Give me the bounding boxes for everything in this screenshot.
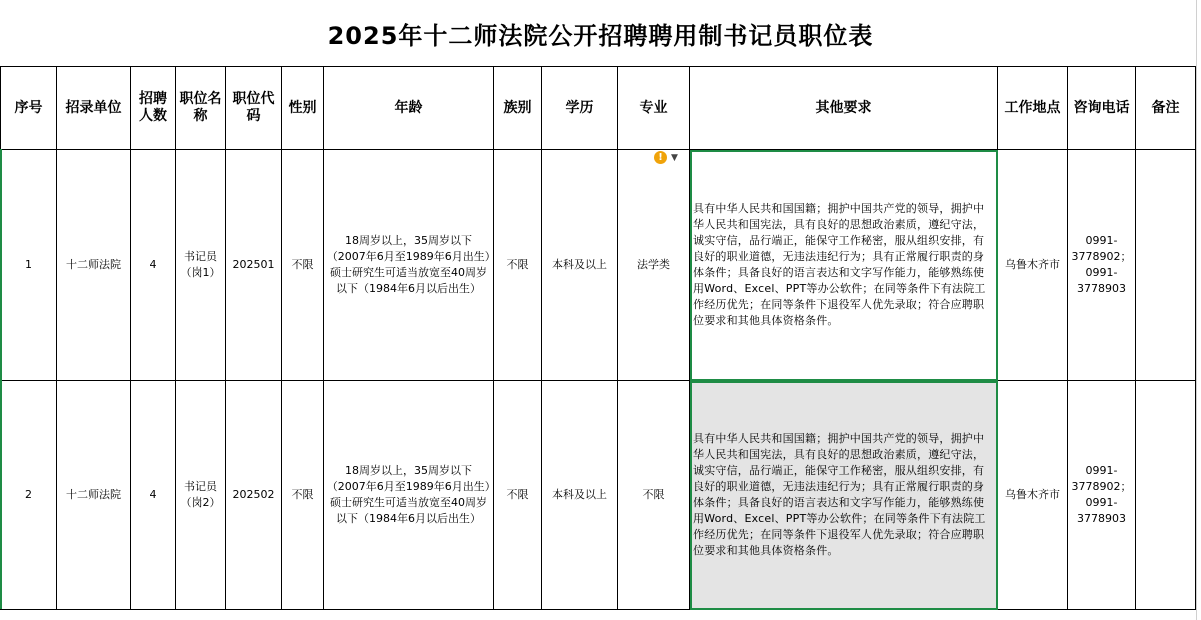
cell-remark[interactable] xyxy=(1136,150,1196,381)
header-phone[interactable]: 咨询电话 xyxy=(1068,67,1136,150)
header-ethnic[interactable]: 族别 xyxy=(494,67,542,150)
cell-code[interactable]: 202501 xyxy=(226,150,282,381)
cell-other-selected[interactable]: 具有中华人民共和国国籍；拥护中国共产党的领导，拥护中华人民共和国宪法，具有良好的思想政治素质，遵纪守法，诚实守信，品行端正，能保守工作秘密，服从组织安排，有良好的职业道德，无违法违纪行为；具有正常履行职责的身体条件；具备良好的语言表达和文字写作能力，能够熟练使用Word、Excel、PPT等办公软件；在同等条件下有法院工作经历优先；在同等条件下退役军人优先录取；符合应聘职位要求和其他具体资格条件。 xyxy=(690,150,998,381)
cell-age[interactable]: 18周岁以上，35周岁以下（2007年6月至1989年6月出生）硕士研究生可适当放宽至40周岁以下（1984年6月以后出生） xyxy=(324,150,494,381)
cell-unit[interactable]: 十二师法院 xyxy=(57,150,131,381)
cell-phone[interactable]: 0991-3778902；0991-3778903 xyxy=(1068,150,1136,381)
cell-count[interactable]: 4 xyxy=(131,381,176,610)
header-seq[interactable]: 序号 xyxy=(1,67,57,150)
sheet-title[interactable]: 2025年十二师法院公开招聘聘用制书记员职位表 xyxy=(327,21,874,50)
header-name[interactable]: 职位名称 xyxy=(176,67,226,150)
header-remark[interactable]: 备注 xyxy=(1136,67,1196,150)
cell-edu[interactable]: 本科及以上 xyxy=(542,150,618,381)
row-selection-indicator xyxy=(0,149,2,609)
header-other[interactable]: 其他要求 xyxy=(690,67,998,150)
table-row xyxy=(1,150,1196,381)
cell-unit[interactable]: 十二师法院 xyxy=(57,381,131,610)
header-major[interactable]: 专业 xyxy=(618,67,690,150)
cell-age[interactable]: 18周岁以上，35周岁以下（2007年6月至1989年6月出生）硕士研究生可适当放宽至40周岁以下（1984年6月以后出生） xyxy=(324,381,494,610)
header-gender[interactable]: 性别 xyxy=(282,67,324,150)
position-table xyxy=(0,66,1196,610)
cell-other-selected[interactable]: 具有中华人民共和国国籍；拥护中国共产党的领导，拥护中华人民共和国宪法，具有良好的思想政治素质，遵纪守法，诚实守信，品行端正，能保守工作秘密，服从组织安排，有良好的职业道德，无违法违纪行为；具有正常履行职责的身体条件；具备良好的语言表达和文字写作能力，能够熟练使用Word、Excel、PPT等办公软件；在同等条件下有法院工作经历优先；在同等条件下退役军人优先录取；符合应聘职位要求和其他具体资格条件。 xyxy=(690,381,998,610)
header-code[interactable]: 职位代码 xyxy=(226,67,282,150)
cell-code[interactable]: 202502 xyxy=(226,381,282,610)
warning-icon: ! xyxy=(654,151,667,164)
cell-edu[interactable]: 本科及以上 xyxy=(542,381,618,610)
cell-remark[interactable] xyxy=(1136,381,1196,610)
cell-ethnic[interactable]: 不限 xyxy=(494,381,542,610)
cell-gender[interactable]: 不限 xyxy=(282,381,324,610)
header-place[interactable]: 工作地点 xyxy=(998,67,1068,150)
cell-major[interactable]: 法学类 xyxy=(618,150,690,381)
cell-place[interactable]: 乌鲁木齐市 xyxy=(998,381,1068,610)
cell-name[interactable]: 书记员（岗2） xyxy=(176,381,226,610)
chevron-down-icon: ▼ xyxy=(671,152,678,163)
cell-major[interactable]: 不限 xyxy=(618,381,690,610)
header-unit[interactable]: 招录单位 xyxy=(57,67,131,150)
cell-gender[interactable]: 不限 xyxy=(282,150,324,381)
cell-phone[interactable]: 0991-3778902；0991-3778903 xyxy=(1068,381,1136,610)
cell-place[interactable]: 乌鲁木齐市 xyxy=(998,150,1068,381)
header-count[interactable]: 招聘人数 xyxy=(131,67,176,150)
column-edge xyxy=(1196,0,1201,620)
cell-name[interactable]: 书记员（岗1） xyxy=(176,150,226,381)
header-row xyxy=(1,67,1196,150)
header-age[interactable]: 年龄 xyxy=(324,67,494,150)
cell-seq[interactable]: 2 xyxy=(1,381,57,610)
cell-seq[interactable]: 1 xyxy=(1,150,57,381)
cell-ethnic[interactable]: 不限 xyxy=(494,150,542,381)
table-row xyxy=(1,381,1196,610)
error-check-button[interactable] xyxy=(654,151,678,164)
cell-count[interactable]: 4 xyxy=(131,150,176,381)
header-edu[interactable]: 学历 xyxy=(542,67,618,150)
